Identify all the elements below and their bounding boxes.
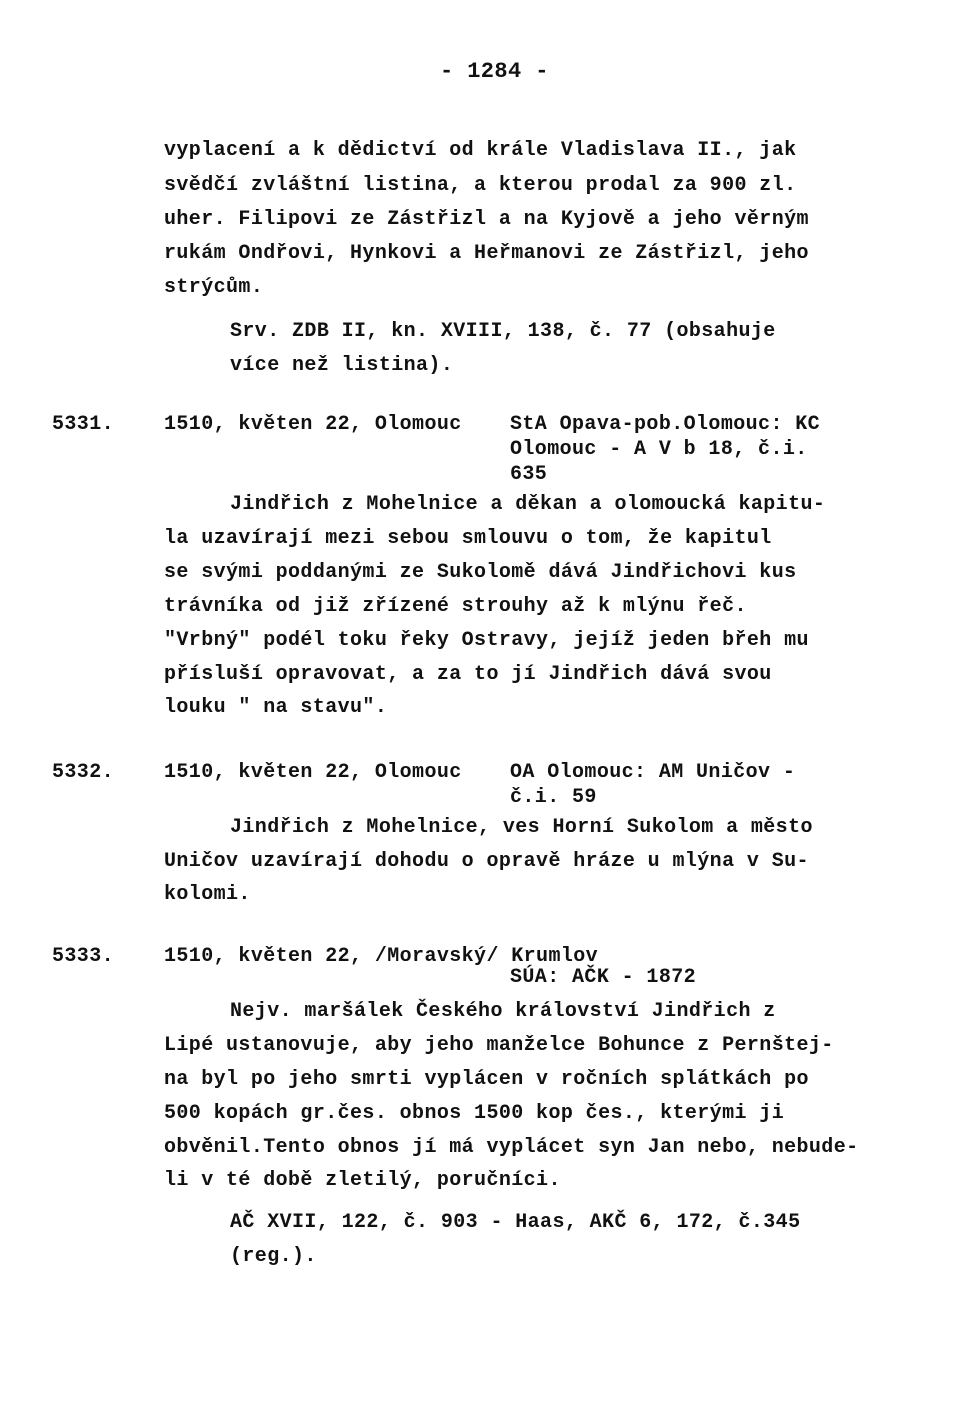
intro-line: rukám Ondřovi, Hynkovi a Heřmanovi ze Zástřizl, jeho bbox=[164, 242, 809, 265]
entry-text-line: Jindřich z Mohelnice a děkan a olomoucká kapitu- bbox=[230, 493, 826, 516]
entry-archive-line: Olomouc - A V b 18, č.i. bbox=[510, 438, 808, 461]
entry-date-place: 1510, květen 22, Olomouc bbox=[164, 761, 462, 784]
entry-text-line: Uničov uzavírají dohodu o opravě hráze u mlýna v Su- bbox=[164, 850, 809, 873]
entry-number: 5332. bbox=[52, 761, 115, 784]
entry-text-line: kolomi. bbox=[164, 883, 251, 906]
entry-archive-line: StA Opava-pob.Olomouc: KC bbox=[510, 413, 821, 436]
entry-reference-line: AČ XVII, 122, č. 903 - Haas, AKČ 6, 172, č.345 bbox=[230, 1211, 801, 1234]
intro-line: vyplacení a k dědictví od krále Vladislava II., jak bbox=[164, 139, 797, 162]
entry-text-line: louku " na stavu". bbox=[164, 696, 388, 719]
entry-archive-line: 635 bbox=[510, 463, 548, 486]
entry-text-line: 500 kopách gr.čes. obnos 1500 kop čes., kterými ji bbox=[164, 1102, 785, 1125]
intro-line: svědčí zvláštní listina, a kterou prodal za 900 zl. bbox=[164, 174, 797, 197]
page-number: - 1284 - bbox=[440, 59, 549, 84]
entry-text-line: Jindřich z Mohelnice, ves Horní Sukolom a město bbox=[230, 816, 813, 839]
entry-archive-line: č.i. 59 bbox=[510, 786, 597, 809]
entry-text-line: la uzavírají mezi sebou smlouvu o tom, že kapitul bbox=[164, 527, 772, 550]
intro-line: strýcům. bbox=[164, 276, 264, 299]
entry-text-line: trávníka od již zřízené strouhy až k mlýnu řeč. bbox=[164, 595, 747, 618]
entry-text-line: obvěnil.Tento obnos jí má vyplácet syn Jan nebo, nebude- bbox=[164, 1136, 859, 1159]
entry-text-line: li v té době zletilý, poručníci. bbox=[164, 1169, 561, 1192]
intro-line: uher. Filipovi ze Zástřizl a na Kyjově a jeho věrným bbox=[164, 208, 809, 231]
entry-date-place: 1510, květen 22, Olomouc bbox=[164, 413, 462, 436]
entry-text-line: přísluší opravovat, a za to jí Jindřich dává svou bbox=[164, 663, 772, 686]
entry-text-line: se svými poddanými ze Sukolomě dává Jindřichovi kus bbox=[164, 561, 797, 584]
entry-reference-line: (reg.). bbox=[230, 1245, 317, 1268]
entry-text-line: "Vrbný" podél toku řeky Ostravy, jejíž jeden břeh mu bbox=[164, 629, 809, 652]
entry-text-line: Nejv. maršálek Českého království Jindřich z bbox=[230, 1000, 776, 1023]
entry-text-line: Lipé ustanovuje, aby jeho manželce Bohunce z Pernštej- bbox=[164, 1034, 834, 1057]
entry-number: 5333. bbox=[52, 945, 115, 968]
intro-reference-line: Srv. ZDB II, kn. XVIII, 138, č. 77 (obsahuje bbox=[230, 320, 776, 343]
entry-date-place: 1510, květen 22, /Moravský/ Krumlov bbox=[164, 945, 599, 968]
intro-reference-line: více než listina). bbox=[230, 354, 454, 377]
entry-archive-line: SÚA: AČK - 1872 bbox=[510, 966, 697, 989]
entry-archive-line: OA Olomouc: AM Uničov - bbox=[510, 761, 796, 784]
entry-text-line: na byl po jeho smrti vyplácen v ročních splátkách po bbox=[164, 1068, 809, 1091]
entry-number: 5331. bbox=[52, 413, 115, 436]
